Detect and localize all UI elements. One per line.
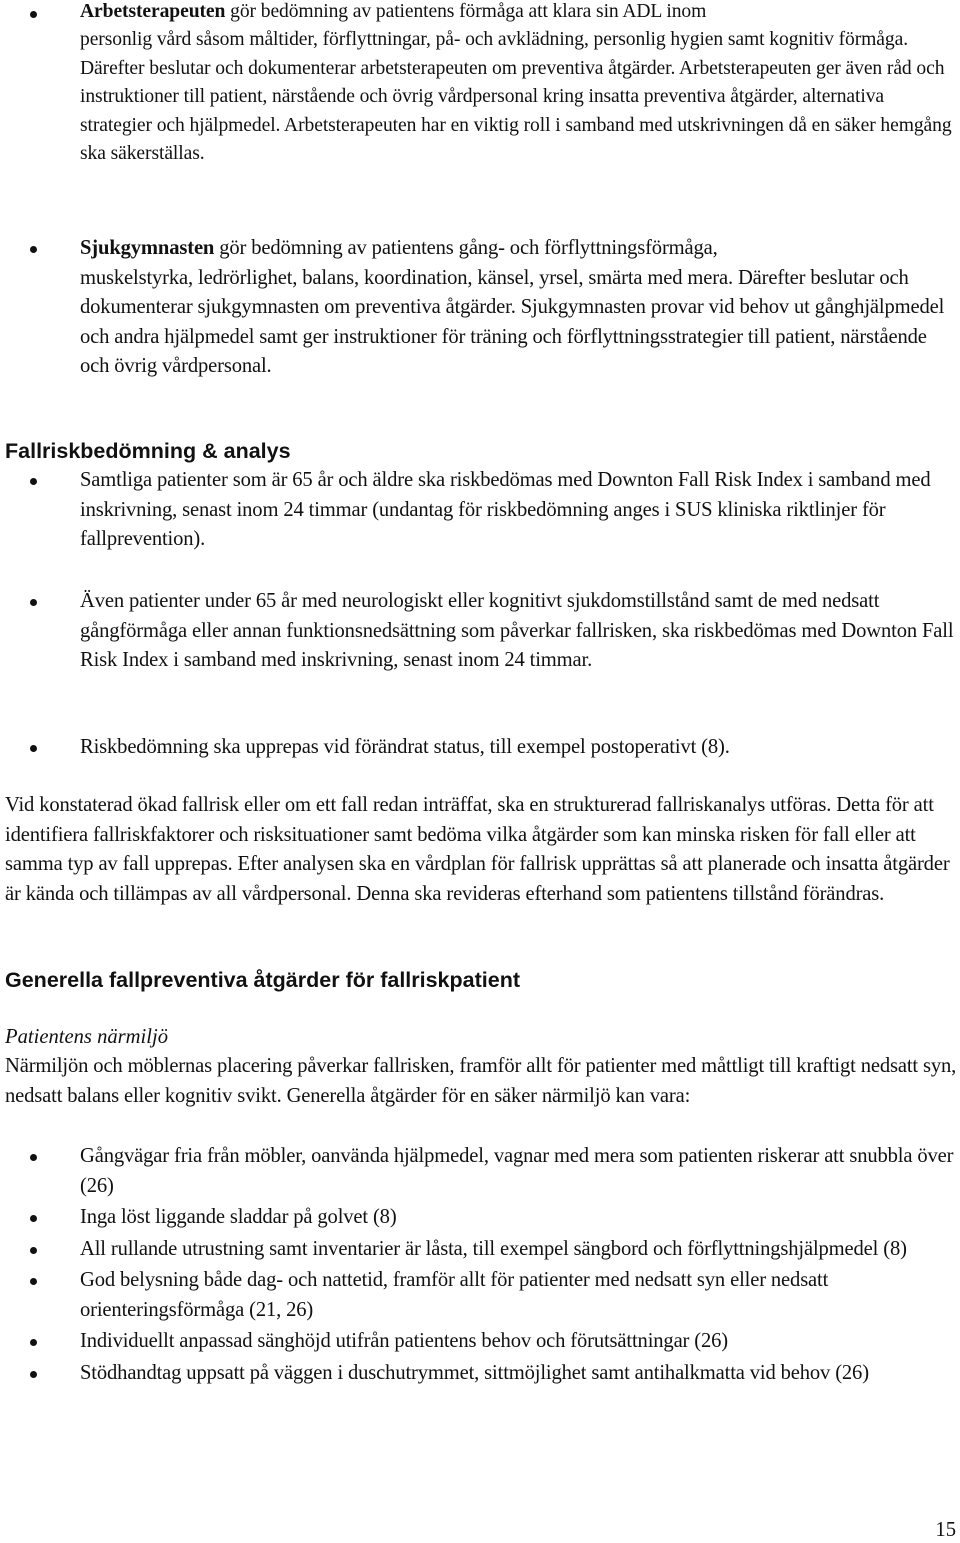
subheading-patientens-narmiljo: Patientens närmiljö xyxy=(5,1026,169,1048)
list-item xyxy=(0,466,958,555)
list-item xyxy=(0,1327,958,1357)
list-item xyxy=(0,1266,958,1325)
fallriskanalys-paragraph: Vid konstaterad ökad fallrisk eller om ett fall redan inträffat, ska en strukturerad fallriskanalys utföras. Detta för att identifiera fallriskfaktorer och risksituationer samt bedöma vilka åtgärder som kan minska risken för fall eller att samma typ av fall upprepas. Efter analysen ska en vårdplan för fallrisk upprättas så att planerade och insatta åtgärder är kända och tillämpas av all vårdpersonal. Denna ska revideras efterhand som patientens tillstånd förändras. xyxy=(5,794,950,905)
list-item-text: Individuellt anpassad sänghöjd utifrån patientens behov och förutsättningar (26) xyxy=(80,1330,728,1352)
list-item-text: God belysning både dag- och nattetid, framför allt för patienter med nedsatt syn eller nedsatt orienteringsförmåga (21, 26) xyxy=(80,1269,829,1321)
list-item-text: Stödhandtag uppsatt på väggen i duschutrymmet, sittmöjlighet samt antihalkmatta vid behov (26) xyxy=(80,1361,869,1384)
bullet-icon xyxy=(30,1339,37,1346)
list-item-first-line: gör bedömning av patientens förmåga att klara sin ADL inom xyxy=(225,1,707,22)
list-item-text xyxy=(80,234,958,382)
riskbedomning-list-3 xyxy=(0,733,958,763)
narmiljo-list xyxy=(0,1142,958,1388)
bullet-icon xyxy=(30,1154,37,1161)
riskbedomning-list xyxy=(0,466,958,555)
list-item-sjukgymnasten xyxy=(0,234,958,382)
list-item-text xyxy=(80,0,958,168)
bullet-icon xyxy=(30,1247,37,1254)
list-item-body: personlig vård såsom måltider, förflyttningar, på- och avklädning, personlig hygien samt kognitiv förmåga. Därefter beslutar och dokumenterar arbetsterapeuten om preventiva åtgärder. Arbetsterapeuten ger även råd och instruktioner till patient, närstående och övrig vårdpersonal kring insatta preventiva åtgärder, alternativa strategier och hjälpmedel. Arbetsterapeuten har en viktig roll i samband med utskrivningen då en säker hemgång ska säkerställas. xyxy=(80,29,952,165)
bold-lead-term: Arbetsterapeuten xyxy=(80,1,226,22)
list-item xyxy=(0,1203,958,1233)
riskbedomning-list-2 xyxy=(0,587,958,676)
list-item-arbetsterapeuten xyxy=(0,0,958,168)
list-item-text: All rullande utrustning samt inventarier är låsta, till exempel sängbord och förflyttningshjälpmedel (8) xyxy=(80,1237,907,1260)
list-item-text: Även patienter under 65 år med neurologiskt eller kognitivt sjukdomstillstånd samt de med nedsatt gångförmåga eller annan funktionsnedsättning som påverkar fallrisken, ska riskbedömas med Downton Fall Risk Index i samband med inskrivning, senast inom 24 timmar. xyxy=(80,590,954,671)
narmiljo-intro-paragraph: Närmiljön och möblernas placering påverkar fallrisken, framför allt för patienter med måttligt till kraftigt nedsatt syn, nedsatt balans eller kognitiv svikt. Generella åtgärder för en säker närmiljö kan vara: xyxy=(5,1055,957,1107)
list-item-text: Samtliga patienter som är 65 år och äldre ska riskbedömas med Downton Fall Risk Index i samband med inskrivning, senast inom 24 timmar (undantag för riskbedömning anges i SUS kliniska riktlinjer för fallprevention). xyxy=(80,469,931,550)
list-item-text: Riskbedömning ska upprepas vid förändrat status, till exempel postoperativt (8). xyxy=(80,736,730,758)
bullet-icon xyxy=(30,1215,37,1222)
list-item-first-line: gör bedömning av patientens gång- och förflyttningsförmåga, xyxy=(214,237,718,259)
bullet-icon xyxy=(30,1278,37,1285)
list-item xyxy=(0,1142,958,1201)
profession-list-2 xyxy=(0,234,958,382)
list-item xyxy=(0,1359,958,1389)
list-item-text: Inga löst liggande sladdar på golvet (8) xyxy=(80,1206,397,1228)
bullet-icon xyxy=(30,599,37,606)
bullet-icon xyxy=(30,478,37,485)
bullet-icon xyxy=(30,246,37,253)
section-heading-generella-atgarder: Generella fallpreventiva åtgärder för fallriskpatient xyxy=(5,968,520,992)
bold-lead-term: Sjukgymnasten xyxy=(80,237,215,259)
list-item-text: Gångvägar fria från möbler, oanvända hjälpmedel, vagnar med mera som patienten riskerar att snubbla över (26) xyxy=(80,1145,954,1197)
bullet-icon xyxy=(30,11,37,18)
list-item-body: muskelstyrka, ledrörlighet, balans, koordination, känsel, yrsel, smärta med mera. Därefter beslutar och dokumenterar sjukgymnasten om preventiva åtgärder. Sjukgymnasten provar vid behov ut gånghjälpmedel och andra hjälpmedel samt ger instruktioner för träning och förflyttningsstrategier till patient, närstående och övrig vårdpersonal. xyxy=(80,266,945,377)
profession-list xyxy=(0,0,958,168)
list-item xyxy=(0,1235,958,1265)
section-heading-fallriskbedomning: Fallriskbedömning & analys xyxy=(5,439,291,463)
list-item xyxy=(0,733,958,763)
bullet-icon xyxy=(30,745,37,752)
bullet-icon xyxy=(30,1371,37,1378)
page-number: 15 xyxy=(935,1519,956,1541)
list-item xyxy=(0,587,958,676)
